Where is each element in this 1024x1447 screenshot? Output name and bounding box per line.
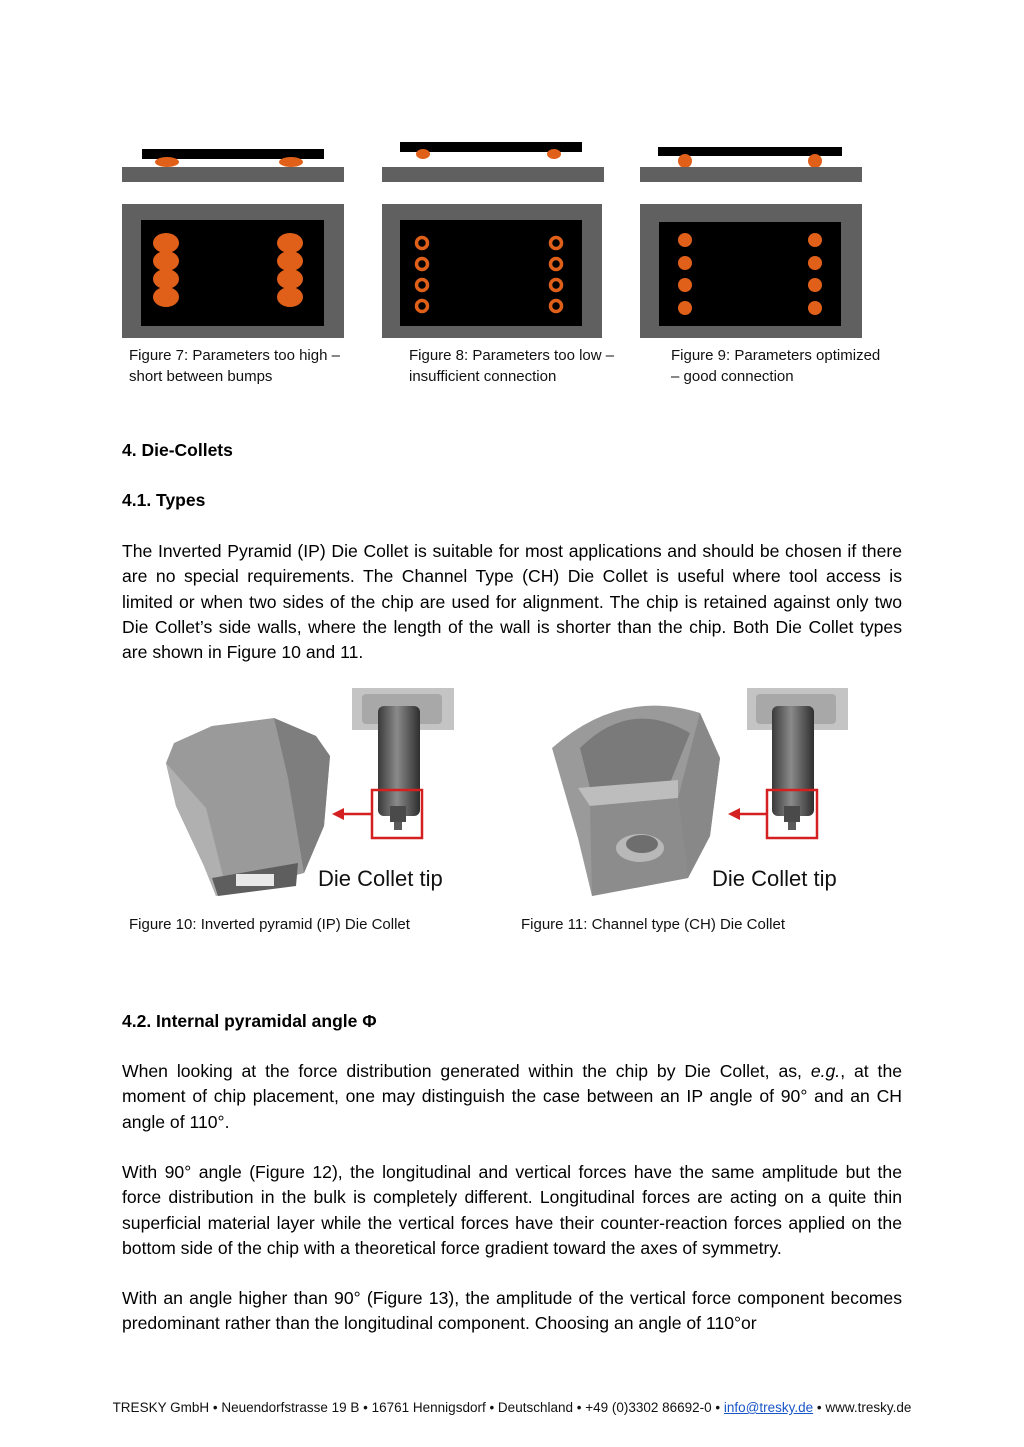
figure-11-image [550, 688, 850, 898]
figure-7-illustration [120, 140, 346, 340]
die-collet-tip-label: Die Collet tip [712, 866, 837, 891]
figure-10-image [166, 688, 454, 898]
figure-8-caption: Figure 8: Parameters too low – insufficient connection [409, 347, 615, 385]
figure-10-caption: Figure 10: Inverted pyramid (IP) Die Collet [129, 916, 410, 933]
figure-8-illustration [380, 140, 606, 340]
figure-9-caption: Figure 9: Parameters optimized – good connection [671, 347, 881, 385]
section-4-2-paragraph-1: When looking at the force distribution generated within the chip by Die Collet, as, e.g., at the moment of chip placement, one may distinguish the case between an IP angle of 90° and an CH angle of 110°. [122, 1061, 903, 1132]
die-collet-tip-label: Die Collet tip [318, 866, 443, 891]
section-4-heading: 4. Die-Collets [122, 440, 233, 460]
section-4-2-paragraph-2: With 90° angle (Figure 12), the longitudinal and vertical forces have the same amplitude but the force distribution in the bulk is completely different. Longitudinal forces are acting on a quite thin superficial material layer while the vertical forces have their counter-reaction forces applied on the bottom side of the chip with a theoretical force gradient toward the axes of symmetry. [122, 1162, 902, 1258]
section-4-1-paragraph: The Inverted Pyramid (IP) Die Collet is suitable for most applications and should be chosen if there are no special requirements. The Channel Type (CH) Die Collet is useful where tool access is limited or when two sides of the chip are used for alignment. The chip is retained against only two Die Collet’s side walls, where the length of the wall is shorter than the chip. Both Die Collet types are shown in Figure 10 and 11. [122, 541, 902, 663]
section-4-2-heading: 4.2. Internal pyramidal angle Φ [122, 1011, 377, 1031]
figure-9-illustration [638, 140, 864, 340]
email-link[interactable]: info@tresky.de [723, 1400, 814, 1415]
page-footer: TRESKY GmbH • Neuendorfstrasse 19 B • 16761 Hennigsdorf • Deutschland • +49 (0)3302 86692-0 • info@tresky.de • www.tresky.de [112, 1400, 912, 1415]
figure-11-caption: Figure 11: Channel type (CH) Die Collet [521, 916, 786, 933]
figure-7-caption: Figure 7: Parameters too high – short between bumps [129, 347, 340, 385]
section-4-1-heading: 4.1. Types [122, 490, 206, 510]
section-4-2-paragraph-3: With an angle higher than 90° (Figure 13), the amplitude of the vertical force component becomes predominant rather than the longitudinal component. Choosing an angle of 110°or [122, 1288, 902, 1334]
